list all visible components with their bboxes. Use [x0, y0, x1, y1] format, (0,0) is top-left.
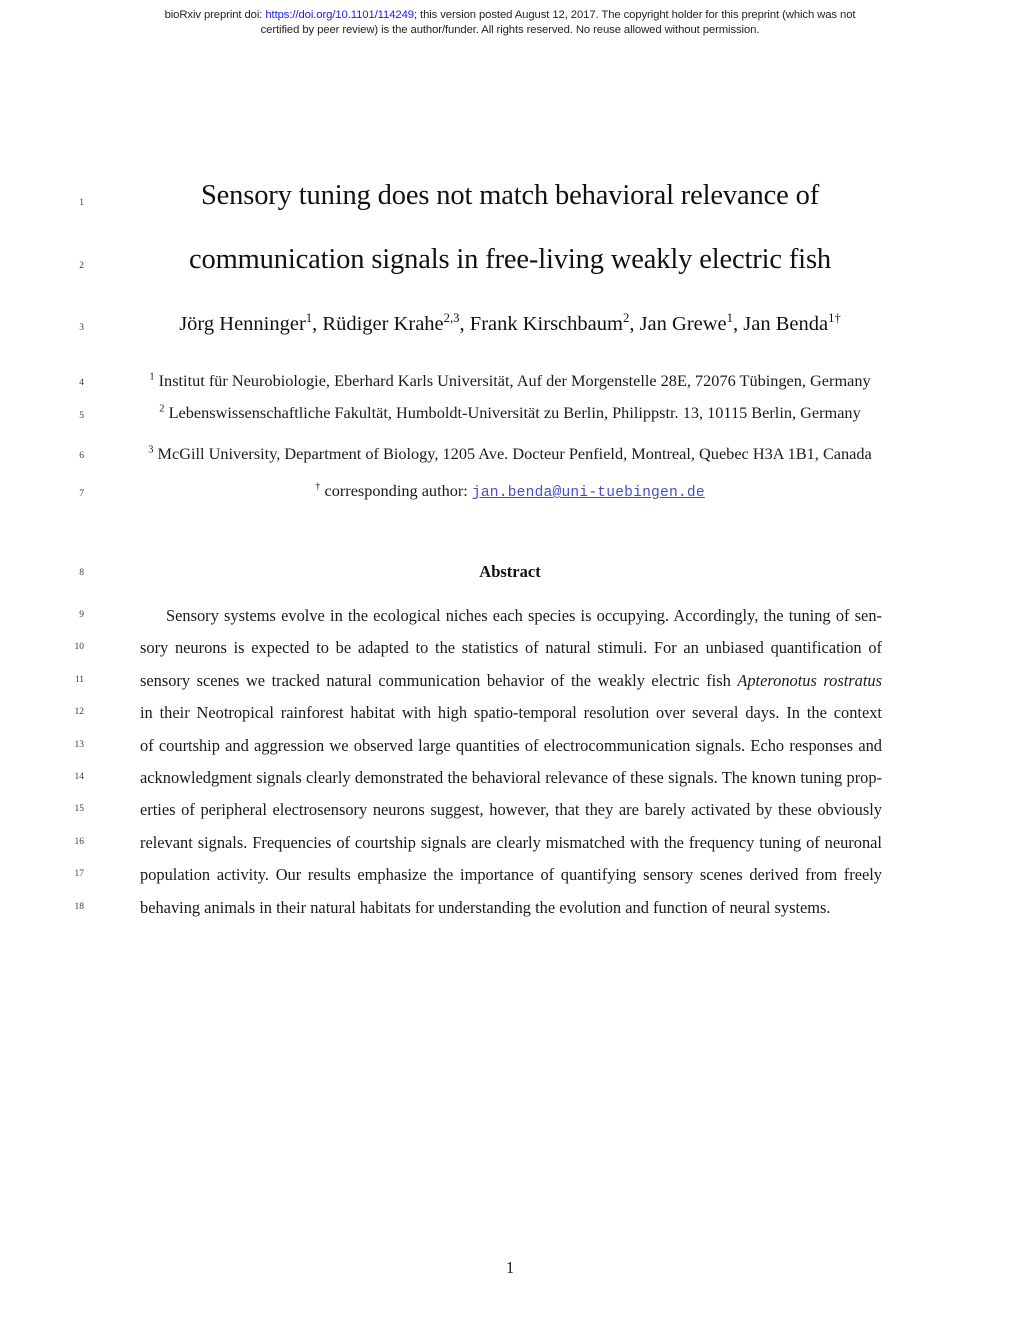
author-list [100, 313, 920, 336]
abstract-line-text: in their Neotropical rainforest habitat with high spatio-temporal resolution over several days. In the context [140, 703, 882, 723]
banner-middle: ; this version posted August 12, 2017. The copyright holder for this preprint (which was not [413, 9, 856, 21]
line-number: 5 [79, 411, 84, 421]
abstract-line [140, 762, 882, 794]
abstract-line-text: sory neurons is expected to be adapted to the statistics of natural stimuli. For an unbiased quantification of [140, 638, 882, 658]
abstract-line-text: erties of peripheral electrosensory neurons suggest, however, that they are barely activated by these obviously [140, 800, 882, 820]
species-name: Apteronotus rostratus [737, 670, 882, 690]
abstract-line-text: acknowledgment signals clearly demonstrated the behavioral relevance of these signals. The known tuning prop- [140, 767, 882, 787]
title-line-2: communication signals in free-living weakly electric fish [189, 243, 831, 275]
author-name: Rüdiger Krahe [322, 313, 444, 335]
author-affiliation-marker: 1 [305, 311, 313, 326]
affiliation-text: McGill University, Department of Biology, 1205 Ave. Docteur Penfield, Montreal, Quebec H3A 1B1, Canada [153, 444, 872, 463]
affiliation-marker: 3 [148, 444, 154, 456]
line-number: 17 [74, 869, 84, 879]
abstract-line [140, 827, 882, 859]
corresponding-author-line [100, 481, 920, 501]
affiliation-3 [100, 444, 920, 464]
author-affiliation-marker: 1 [726, 311, 734, 326]
affiliation-text: Lebenswissenschaftliche Fakultät, Humboldt-Universität zu Berlin, Philippstr. 13, 10115 Berlin, Germany [164, 403, 861, 422]
line-number: 4 [79, 378, 84, 388]
affiliation-2 [100, 403, 920, 423]
author-separator: , [629, 313, 640, 335]
author-separator: , [733, 313, 744, 335]
line-number: 9 [79, 610, 84, 620]
abstract-line [140, 892, 882, 924]
page-title [140, 182, 880, 274]
line-number: 14 [74, 772, 84, 782]
banner-line-2: certified by peer review) is the author/funder. All rights reserved. No reuse allowed without permission. [260, 24, 760, 36]
corresponding-author-email-link[interactable]: jan.benda@uni-tuebingen.de [471, 485, 705, 501]
line-number: 3 [79, 323, 84, 333]
affiliation-marker: 1 [149, 371, 155, 383]
doi-link[interactable]: https://doi.org/10.1101/114249 [265, 9, 414, 21]
title-line-1: Sensory tuning does not match behavioral relevance of [200, 180, 820, 211]
banner-prefix: bioRxiv preprint doi: [164, 9, 266, 21]
line-number: 18 [74, 902, 84, 912]
author-affiliation-marker: 1† [828, 311, 841, 326]
affiliation-1 [100, 371, 920, 391]
abstract-line-text: of courtship and aggression we observed large quantities of electrocommunication signals. Echo responses and [140, 735, 882, 755]
affiliation-marker: 2 [159, 403, 165, 415]
abstract-line [140, 632, 882, 664]
abstract-line-text: relevant signals. Frequencies of courtship signals are clearly mismatched with the frequency tuning of neuronal [140, 832, 882, 852]
abstract-heading: Abstract [479, 562, 541, 581]
abstract-line-text: population activity. Our results emphasize the importance of quantifying sensory scenes derived from freely [140, 865, 882, 885]
author-name: Jan Benda [743, 313, 829, 335]
abstract-body [140, 600, 882, 924]
abstract-line [140, 794, 882, 826]
abstract-line-text: Sensory systems evolve in the ecological niches each species is occupying. Accordingly, the tuning of sen- [166, 606, 882, 625]
dagger-marker: † [315, 481, 321, 493]
abstract-line-text: sensory scenes we tracked natural communication behavior of the weakly electric fish [140, 670, 738, 690]
preprint-banner [0, 8, 1020, 38]
line-number: 11 [74, 675, 84, 685]
author-separator: , [459, 313, 470, 335]
abstract-line [140, 665, 882, 697]
author-name: Jan Grewe [639, 313, 727, 335]
abstract-line [140, 697, 882, 729]
abstract-line [140, 859, 882, 891]
author-name: Jörg Henninger [179, 313, 306, 335]
abstract-line [140, 600, 882, 632]
line-number: 12 [74, 707, 84, 717]
line-number: 8 [79, 568, 84, 578]
author-affiliation-marker: 2,3 [443, 311, 460, 326]
page-number: 1 [505, 1258, 515, 1277]
author-separator: , [312, 313, 323, 335]
author-name: Frank Kirschbaum [469, 313, 623, 335]
line-number: 7 [79, 489, 84, 499]
author-affiliation-marker: 2 [622, 311, 630, 326]
line-number: 10 [74, 642, 84, 652]
abstract-line-text: behaving animals in their natural habitats for understanding the evolution and function of neural systems. [140, 897, 831, 917]
line-number: 16 [74, 837, 84, 847]
abstract-line [140, 730, 882, 762]
line-number: 1 [79, 198, 84, 208]
line-number: 15 [74, 804, 84, 814]
line-number: 2 [79, 261, 84, 271]
affiliation-text: Institut für Neurobiologie, Eberhard Karls Universität, Auf der Morgenstelle 28E, 72076 Tübingen, Germany [154, 371, 871, 390]
line-number: 13 [74, 740, 84, 750]
line-number: 6 [79, 451, 84, 461]
corresponding-author-label: corresponding author: [320, 481, 472, 500]
